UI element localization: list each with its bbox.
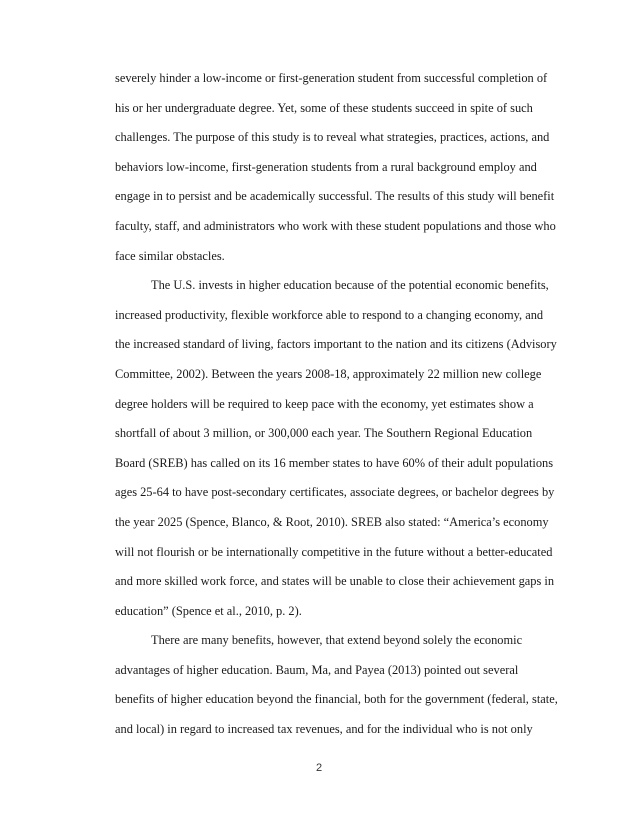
text-line: engage in to persist and be academically successful. The results of this study will benefit: [115, 189, 555, 204]
text-line: the increased standard of living, factors important to the nation and its citizens (Advisory: [115, 337, 557, 352]
text-line: and local) in regard to increased tax revenues, and for the individual who is not only: [115, 722, 533, 737]
text-line: challenges. The purpose of this study is to reveal what strategies, practices, actions, and: [115, 130, 550, 145]
text-line: the year 2025 (Spence, Blanco, & Root, 2010). SREB also stated: “America’s economy: [115, 514, 549, 529]
text-line: education” (Spence et al., 2010, p. 2).: [115, 603, 302, 618]
text-line: severely hinder a low-income or first-generation student from successful completion of: [115, 71, 548, 85]
text-line: increased productivity, flexible workforce able to respond to a changing economy, and: [115, 307, 544, 322]
text-line: degree holders will be required to keep pace with the economy, yet estimates show a: [115, 396, 534, 411]
body-text: [115, 64, 565, 745]
text-line: ages 25-64 to have post-secondary certificates, associate degrees, or bachelor degrees by: [115, 485, 555, 500]
text-line: Committee, 2002). Between the years 2008-18, approximately 22 million new college: [115, 366, 542, 381]
text-line: advantages of higher education. Baum, Ma, and Payea (2013) pointed out several: [115, 662, 519, 677]
paragraph-start-line: The U.S. invests in higher education because of the potential economic benefits,: [151, 278, 549, 293]
text-line: shortfall of about 3 million, or 300,000 each year. The Southern Regional Education: [115, 426, 533, 441]
text-line: behaviors low-income, first-generation students from a rural background employ and: [115, 159, 537, 174]
text-line: will not flourish or be internationally competitive in the future without a better-educated: [115, 544, 553, 559]
text-line: face similar obstacles.: [115, 248, 225, 263]
text-line: benefits of higher education beyond the financial, both for the government (federal, state,: [115, 692, 558, 707]
text-line: his or her undergraduate degree. Yet, some of these students succeed in spite of such: [115, 100, 533, 115]
text-line: Board (SREB) has called on its 16 member states to have 60% of their adult populations: [115, 455, 554, 470]
page-number: 2: [315, 762, 323, 774]
paragraph-start-line: There are many benefits, however, that extend beyond solely the economic: [151, 633, 523, 648]
text-line: and more skilled work force, and states will be unable to close their achievement gaps in: [115, 574, 555, 589]
text-line: faculty, staff, and administrators who work with these student populations and those who: [115, 218, 556, 233]
